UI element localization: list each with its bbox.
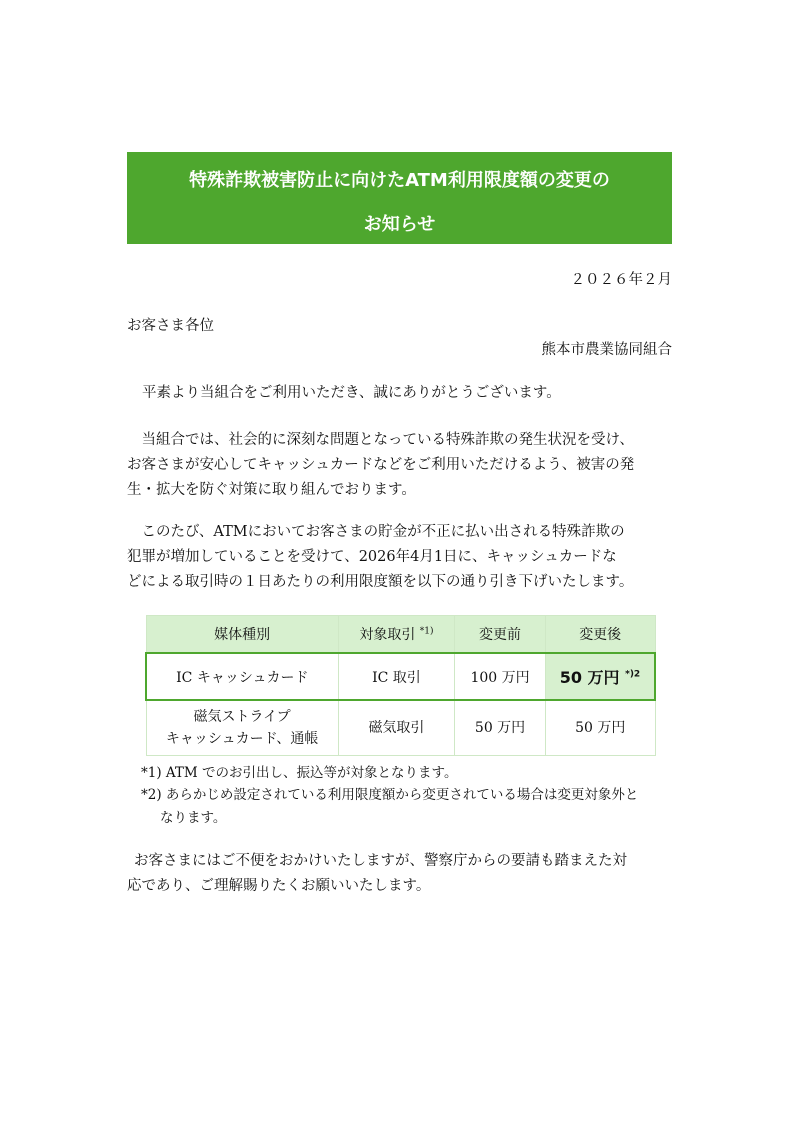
cell-media-line: キャッシュカード、通帳 xyxy=(165,731,319,747)
paragraph-2-line: 当組合では、社会的に深刻な問題となっている特殊詐欺の発生状況を受け、 xyxy=(127,432,634,448)
header-media: 媒体種別 xyxy=(146,616,338,654)
header-transaction-label: 対象取引 xyxy=(359,627,416,643)
addressee: お客さま各位 xyxy=(127,318,214,334)
cell-media: IC キャッシュカード xyxy=(146,653,338,700)
paragraph-2-line: 生・拡大を防ぐ対策に取り組んでおります。 xyxy=(127,482,416,498)
footnote-2-cont: なります。 xyxy=(160,810,227,826)
date: ２０２６年２月 xyxy=(570,272,672,288)
limit-table xyxy=(145,615,656,756)
cell-media xyxy=(146,700,338,756)
closing-line: お客さまにはご不便をおかけいたしますが、警察庁からの要請も踏まえた対 xyxy=(134,853,627,869)
footnote-1: *1) ATM でのお引出し、振込等が対象となります。 xyxy=(141,765,458,781)
table-row xyxy=(146,653,655,700)
paragraph-1: 平素より当組合をご利用いただき、誠にありがとうございます。 xyxy=(142,385,561,401)
title-line-1: 特殊詐欺被害防止に向けたATM利用限度額の変更の xyxy=(189,170,610,191)
paragraph-3-line: このたび、ATMにおいてお客さまの貯金が不正に払い出される特殊詐欺の xyxy=(127,524,625,540)
title-line-2: お知らせ xyxy=(363,214,436,235)
after-note: *)2 xyxy=(625,669,641,680)
table-row xyxy=(146,700,655,756)
title-banner xyxy=(127,152,672,244)
table-header-row xyxy=(146,616,655,654)
paragraph-2-line: お客さまが安心してキャッシュカードなどをご利用いただけるよう、被害の発 xyxy=(127,457,635,473)
cell-transaction: IC 取引 xyxy=(338,653,455,700)
sender: 熊本市農業協同組合 xyxy=(541,342,672,358)
cell-after-value: 50 万円 xyxy=(559,668,620,687)
paragraph-3-line: どによる取引時の１日あたりの利用限度額を以下の通り引き下げいたします。 xyxy=(127,574,634,590)
footnote-2: *2) あらかじめ設定されている利用限度額から変更されている場合は変更対象外と xyxy=(141,787,639,803)
cell-transaction: 磁気取引 xyxy=(338,700,455,756)
header-before: 変更前 xyxy=(455,616,546,654)
cell-before: 50 万円 xyxy=(455,700,546,756)
cell-after xyxy=(545,653,655,700)
header-note: *1) xyxy=(419,626,434,637)
closing-line: 応であり、ご理解賜りたくお願いいたします。 xyxy=(127,878,431,894)
cell-after: 50 万円 xyxy=(545,700,655,756)
cell-before: 100 万円 xyxy=(455,653,546,700)
paragraph-3-line: 犯罪が増加していることを受けて、2026年4月1日に、キャッシュカードな xyxy=(127,549,617,565)
header-after: 変更後 xyxy=(545,616,655,654)
header-transaction xyxy=(338,616,455,654)
cell-media-line: 磁気ストライプ xyxy=(193,709,291,725)
